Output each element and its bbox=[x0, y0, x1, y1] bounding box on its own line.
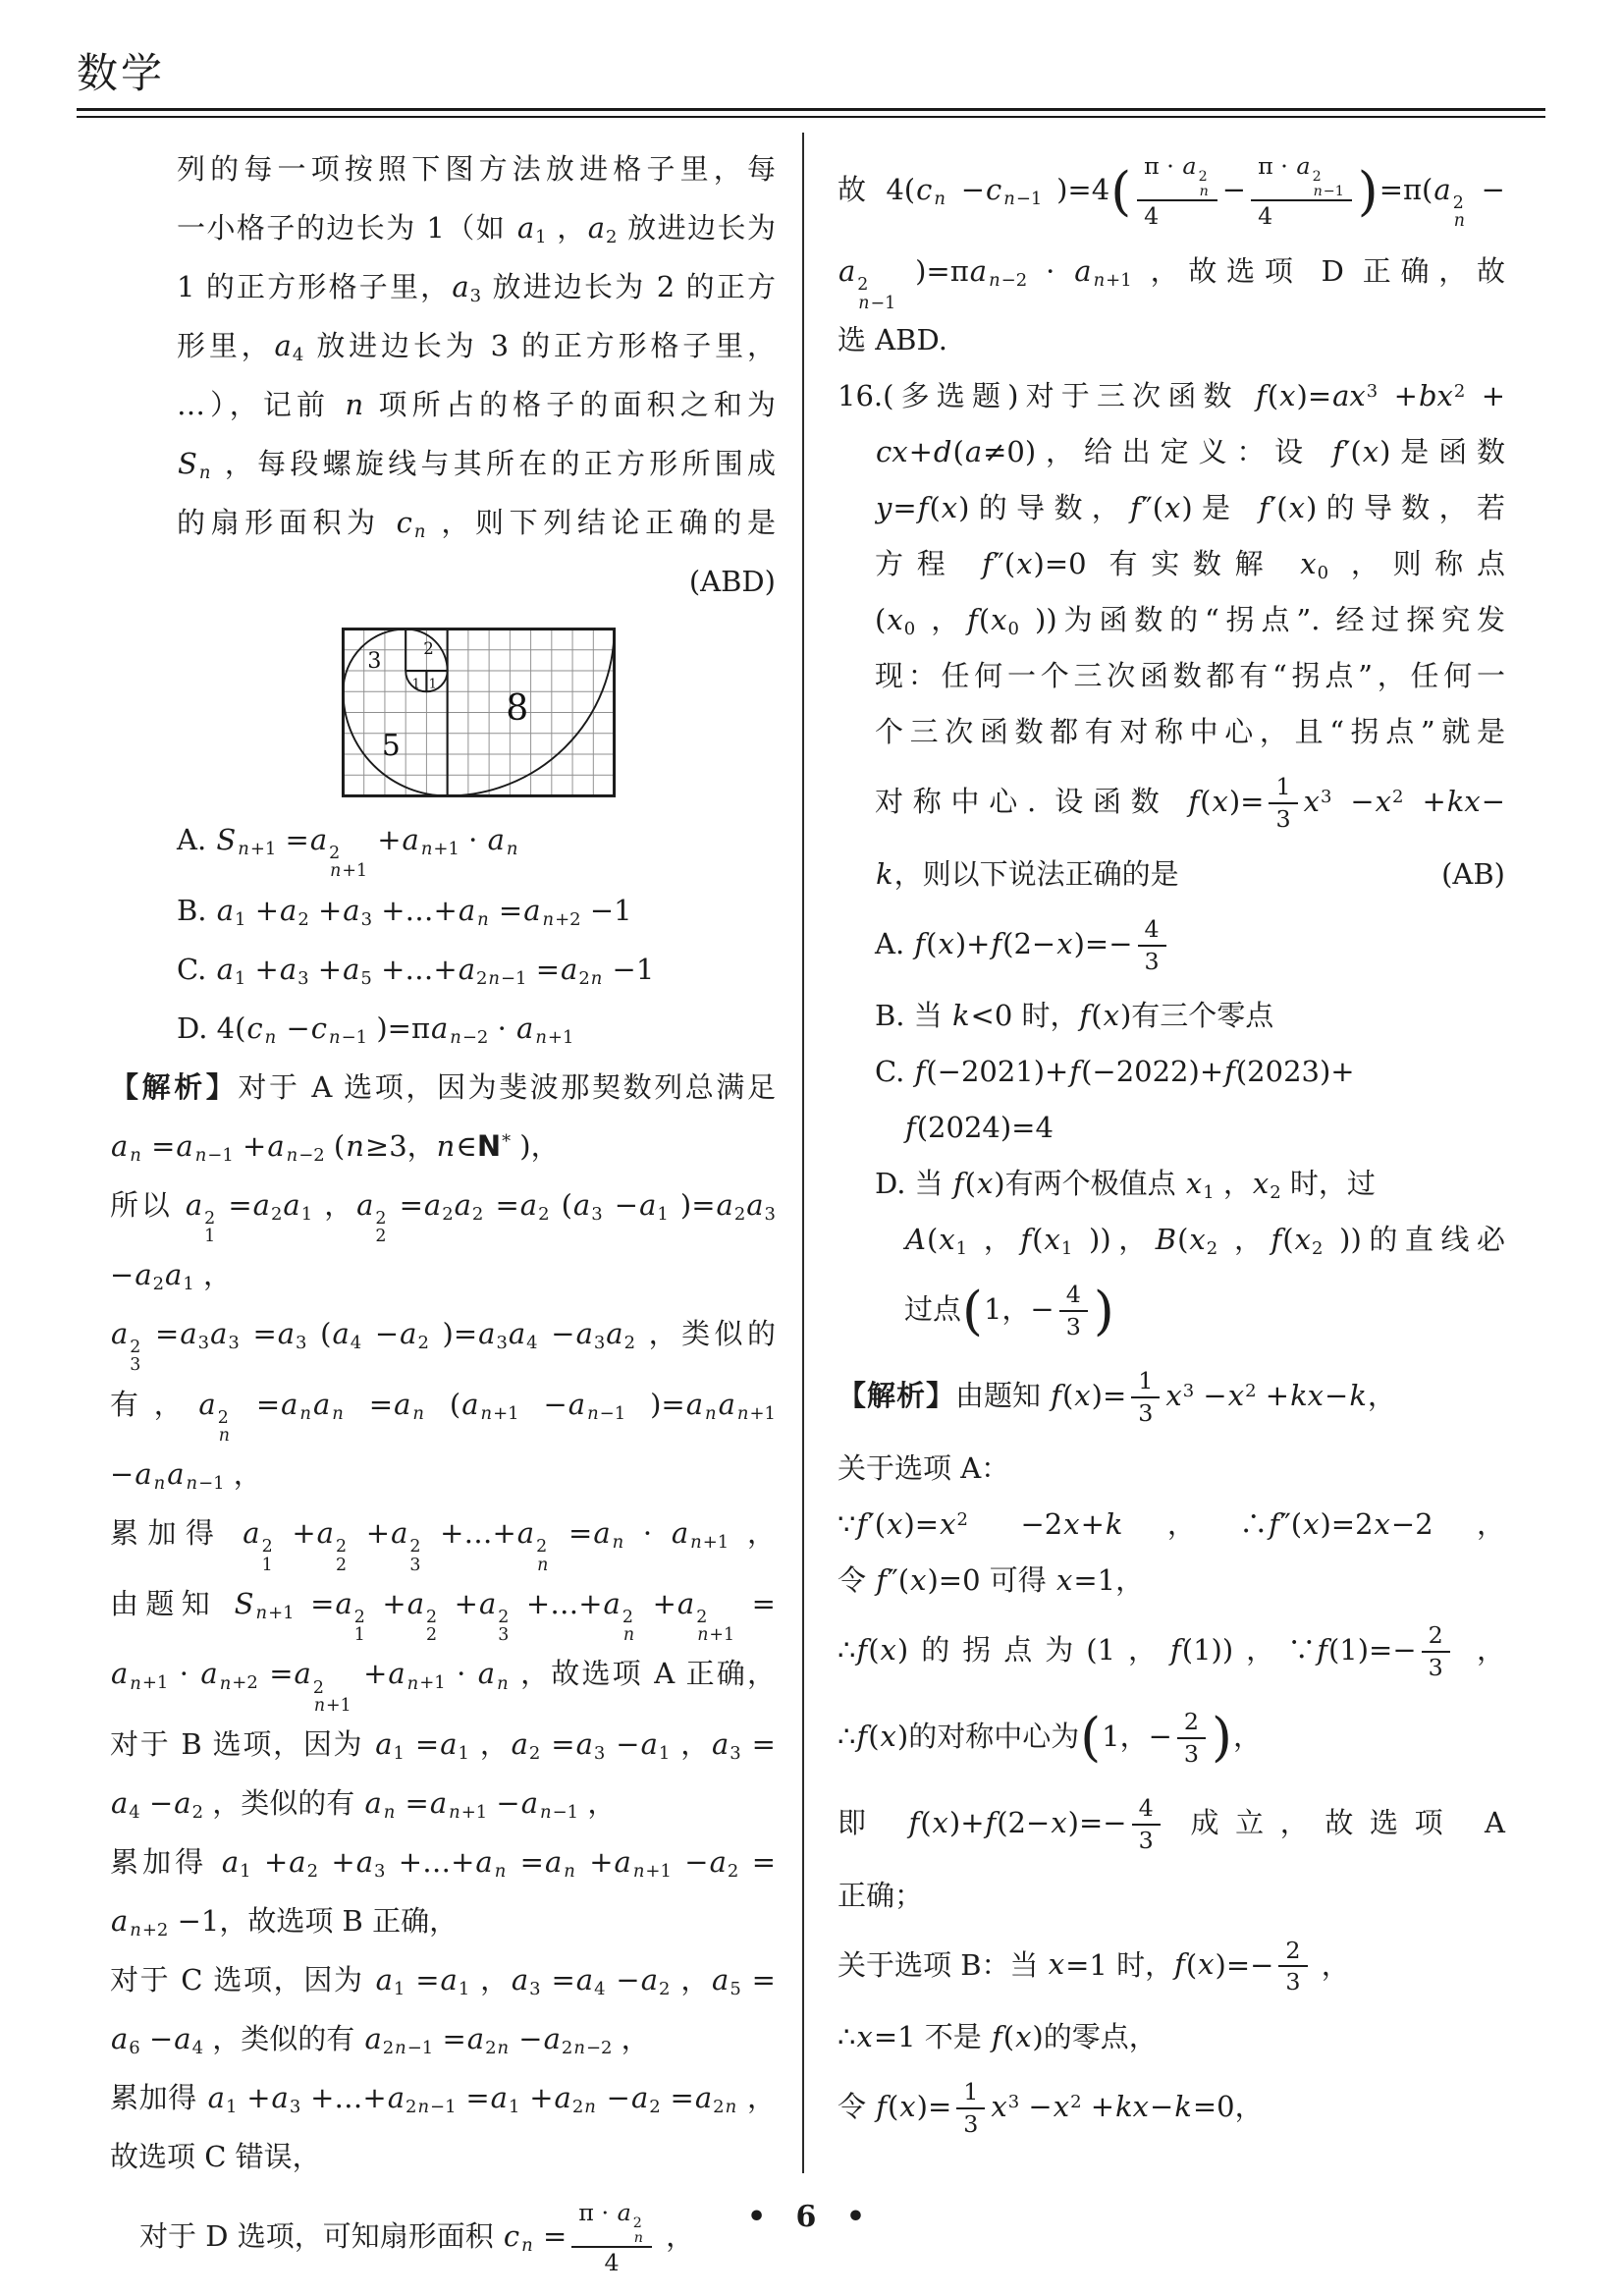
text-line: A. S $_{n+1}$ =a 2 n+1 +a $_{n+1}$ · a $_n$ bbox=[177, 823, 518, 882]
text-line: 对称中心. 设函数 f(x)= $\frac{1}{3}$ $x^3 -x^2 +kx-$ bbox=[875, 772, 1505, 833]
text-line: $a_4 -a_2$ ，类似的有 a $_n$ =a $_{n+1}$ −a $_{n-1}$ ， bbox=[111, 1786, 617, 1824]
text-line: a 2 3 $=a_3a_3 =a_3$ ($a_4 -a_2$ )$=a_3a_4 -a_3a_2$ ，类似的 bbox=[111, 1317, 776, 1376]
text-line: 累加得 $a_1 +a_2 +a_3$ +…+a $_n$ =a $_n$ +a $_{n+1} -a_2$ = bbox=[110, 1845, 777, 1883]
text-line: a $_n$ =a $_{n-1}$ +a $_{n-2}$ (n≥3，n∈N* )， bbox=[111, 1128, 560, 1166]
text-line: 方程 f″(x)=0 有实数解 $x_0$ ，则称点 bbox=[875, 546, 1505, 583]
text-line: 【解析】对于 A 选项，因为斐波那契数列总满足 bbox=[110, 1069, 776, 1104]
figure-label-5: 5 bbox=[381, 729, 401, 764]
text-line: $\because f'(x)=x^2 -2x+k$，∴f″(x)=2x−2， bbox=[838, 1507, 1506, 1542]
left-column bbox=[110, 139, 776, 2290]
text-line: a $_{n+2}$ −1，故选项 B 正确， bbox=[111, 1904, 459, 1941]
text-line: k，则以下说法正确的是 (AB) bbox=[838, 847, 1505, 902]
text-line bbox=[110, 552, 776, 611]
text-line: $a_6 -a_4$ ，类似的有 $a_{2n-1} =a_{2n} -a_{2n-2}$ ， bbox=[111, 2022, 650, 2059]
fibonacci-spiral-svg bbox=[339, 627, 619, 798]
text-line: 令 f(x)= $\frac{1}{3}$ $x^3 -x^2 +kx-k=0$， bbox=[838, 2078, 1264, 2139]
text-line: B. 当 k<0 时，f(x)有三个零点 bbox=[875, 999, 1274, 1033]
text-line: −a $_n$a $_{n-1}$ ， bbox=[110, 1457, 262, 1495]
answer-label: (ABD) bbox=[688, 565, 776, 598]
text-line: 关于选项 A： bbox=[838, 1451, 1010, 1486]
text-line: …），记前 n 项所占的格子的面积之和为 bbox=[177, 388, 776, 421]
text-line: C. f(−2021)+f(−2022)+f(2023)+ bbox=[875, 1055, 1355, 1089]
text-line: 形里，$a_4$ 放进边长为 3 的正方形格子里， bbox=[177, 329, 776, 366]
column-divider bbox=[802, 133, 804, 2173]
text-line: 1 的正方形格子里，$a_3$ 放进边长为 2 的正方 bbox=[177, 270, 777, 307]
text-line: a $_{n+1}$ · a $_{n+2}$ =a 2 n+1 +a $_{n+1}$ · a $_n$ ，故选项 A 正确， bbox=[111, 1657, 776, 1716]
text-line: a 2 n−1 )=πa $_{n-2}$ · a $_{n+1}$ ，故选项 D 正确，故 bbox=[838, 254, 1506, 313]
text-line: 【解析】由题知 f(x)= $\frac{1}{3}$ $x^3 -x^2 +kx-k$， bbox=[838, 1367, 1396, 1428]
text-line: 现：任何一个三次函数都有“拐点”，任何一 bbox=[875, 658, 1505, 692]
text-line: 选 ABD. bbox=[838, 322, 947, 356]
text-line: 累加得 $a_1 +a_3$ $+\dots+a_{2n-1} =a_1 +a_{2n} -a_2 =a_{2n}$ ， bbox=[110, 2081, 776, 2118]
text-line: 关于选项 B：当 x=1 时，f(x)=− $\frac{2}{3}$ ， bbox=[838, 1936, 1350, 1996]
text-line: C. $a_1 +a_3 +a_5$ $+\dots+a_{2n-1} =a_{2n} -1$ bbox=[177, 952, 655, 989]
right-column bbox=[838, 139, 1505, 2152]
figure-label-2 bbox=[423, 639, 434, 658]
text-line: S $_n$ ，每段螺旋线与其所在的正方形所围成 bbox=[178, 447, 776, 484]
text-line: 故 4(c $_n$ −c $_{n-1}$ )=4( π · a 2 n 4 − π · a 2 n−1 4 )=π(a 2 n − bbox=[838, 152, 1505, 232]
text-line: 对于 B 选项，因为 $a_1 =a_1$ ，$a_2 =a_3 -a_1$ ，$a_3$ = bbox=[110, 1727, 776, 1765]
figure-label-1a bbox=[412, 677, 420, 691]
figure-label-1b bbox=[429, 677, 437, 691]
text-line: 即 f(x)+f(2−x)=− $\frac{4}{3}$ 成立，故选项 A bbox=[838, 1793, 1505, 1854]
text-line: 16.(多选题)对于三次函数 $f(x)=ax^3 +bx^2$ + bbox=[838, 378, 1505, 412]
header-rule bbox=[77, 108, 1545, 118]
text-line: cx+d(a≠0)，给出定义：设 f′(x)是函数 bbox=[876, 434, 1505, 468]
text-line: 过点(1，− $\frac{4}{3}$ ) bbox=[904, 1279, 1114, 1341]
figure-label-3: 3 bbox=[367, 647, 382, 674]
text-line: 对于 C 选项，因为 $a_1 =a_1$ ，$a_3 =a_4 -a_2$ ，$a_5$ = bbox=[110, 1963, 776, 2000]
text-line: 的扇形面积为 c $_n$ ，则下列结论正确的是 bbox=[177, 506, 777, 543]
figure-label-8: 8 bbox=[506, 685, 529, 729]
text-line: 有，a 2 n =a $_n$a $_n$ =a $_n$ (a $_{n+1}$ −a $_{n-1}$ )=a $_n$a $_{n+1}$ bbox=[110, 1387, 776, 1447]
answer-label: (AB) bbox=[1441, 856, 1505, 891]
text-line: A. f(x)+f(2−x)=− $\frac{4}{3}$ bbox=[838, 902, 1505, 989]
text-line: 列的每一项按照下图方法放进格子里，每 bbox=[177, 152, 776, 186]
text-line: y=f(x)的导数，f″(x)是 f′(x)的导数，若 bbox=[876, 490, 1505, 524]
text-line: ∴f(x)的拐点为(1，f(1))，∵f(1)=− $\frac{2}{3}$ ， bbox=[838, 1621, 1505, 1681]
text-line: D. 当 f(x)有两个极值点 $x_1$ ，$x_2$ 时，过 bbox=[875, 1167, 1376, 1204]
text-line: f(2024)=4 bbox=[905, 1111, 1054, 1145]
text-line: $A(x_1$ ，$f(x_1$ ))，$B(x_2$ ，$f(x_2$ ))的直线必 bbox=[905, 1223, 1505, 1260]
text-line: ($x_0$ ，$f(x_0$ ))为函数的“拐点”. 经过探究发 bbox=[875, 602, 1505, 639]
page-footer bbox=[0, 2200, 1622, 2234]
text-line: D. 4(c $_n$ −c $_{n-1}$ )=πa $_{n-2}$ · a $_{n+1}$ bbox=[177, 1011, 574, 1048]
text-line: 故选项 C 错误， bbox=[110, 2140, 321, 2174]
page-title: 数学 bbox=[77, 49, 166, 97]
text-line: 个三次函数都有对称中心，且“拐点”就是 bbox=[875, 714, 1505, 748]
text-line: 一小格子的边长为 1（如 $a_1$ ，$a_2$ 放进边长为 bbox=[177, 211, 777, 248]
text-line: 累加得 a 2 1 +a 2 2 +a 2 3 +…+a 2 n =a $_n$ · a $_{n+1}$ ， bbox=[110, 1516, 776, 1575]
text-line: 对于 D 选项，可知扇形面积 c $_n$ = π · a 2 n 4 ， bbox=[139, 2199, 695, 2277]
text-line: 正确； bbox=[838, 1878, 924, 1912]
text-line: ∴x=1 不是 f(x)的零点， bbox=[838, 2020, 1158, 2054]
text-line: $-a_2a_1$ ， bbox=[110, 1258, 232, 1295]
text-line: ∴f(x)的对称中心为(1，− $\frac{2}{3}$ )， bbox=[838, 1706, 1262, 1769]
text-line: 所以 a 2 1 $=a_2a_1$ ，a 2 2 $=a_2a_2 =a_2$ ($a_3 -a_1$ )$=a_2a_3$ bbox=[110, 1187, 776, 1246]
fibonacci-figure bbox=[339, 627, 619, 798]
text-line: 令 f″(x)=0 可得 x=1， bbox=[838, 1563, 1145, 1598]
page-number: • 6 • bbox=[746, 2200, 876, 2234]
text-line: B. $a_1 +a_2 +a_3$ +…+a $_n$ =a $_{n+2}$ −1 bbox=[177, 893, 632, 930]
grid-lines bbox=[343, 629, 614, 796]
text-line: 由题知 S $_{n+1}$ =a 2 1 +a 2 2 +a 2 3 +…+a 2 n +a 2 n+1 = bbox=[110, 1586, 776, 1646]
